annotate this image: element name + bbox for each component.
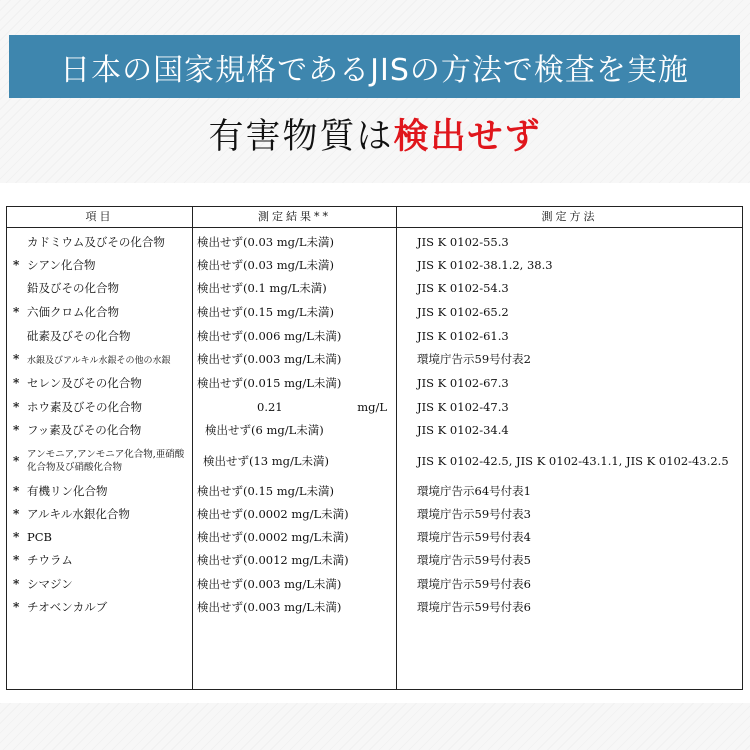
row-method: 環境庁告示59号付表4 <box>417 530 531 544</box>
row-method: JIS K 0102-42.5, JIS K 0102-43.1.1, JIS K 0102-43.2.5 <box>417 453 729 468</box>
row-mark: * <box>13 400 20 414</box>
table-row <box>7 301 742 323</box>
row-method: JIS K 0102-38.1.2, 38.3 <box>417 258 553 272</box>
row-result: 検出せず(6 mg/L未満) <box>205 423 324 437</box>
row-item: チウラム <box>27 553 73 567</box>
banner-title: 日本の国家規格であるJISの方法で検査を実施 <box>60 52 689 88</box>
row-item: 鉛及びその化合物 <box>27 281 119 295</box>
row-mark: * <box>13 553 20 567</box>
row-item: 有機リン化合物 <box>27 484 108 498</box>
row-result-value: 0.21 <box>257 400 283 414</box>
row-method: JIS K 0102-34.4 <box>417 423 509 437</box>
row-mark <box>13 277 23 299</box>
subtitle-prefix: 有害物質は <box>208 117 394 157</box>
table-row <box>7 277 742 299</box>
header-divider <box>7 227 742 228</box>
table-row <box>7 549 742 571</box>
row-mark: * <box>13 258 20 272</box>
row-result: 検出せず(0.15 mg/L未満) <box>197 484 335 498</box>
table-row <box>7 254 742 276</box>
row-mark: * <box>13 423 20 437</box>
row-result: 検出せず(13 mg/L未満) <box>203 454 330 468</box>
row-item: 六価クロム化合物 <box>27 305 119 319</box>
table-row <box>7 442 742 480</box>
table-row <box>7 325 742 347</box>
row-item: シマジン <box>27 577 73 591</box>
row-method: JIS K 0102-55.3 <box>417 235 509 249</box>
table-row <box>7 526 742 548</box>
row-item: フッ素及びその化合物 <box>27 423 142 437</box>
row-mark <box>13 325 23 347</box>
table-row <box>7 503 742 525</box>
table-row <box>7 419 742 441</box>
row-result <box>197 396 395 418</box>
table-row <box>7 396 742 418</box>
row-item: PCB <box>27 530 52 544</box>
row-mark: * <box>13 376 20 390</box>
row-item: アルキル水銀化合物 <box>27 507 130 521</box>
row-item: チオベンカルブ <box>27 600 108 614</box>
row-result: 検出せず(0.003 mg/L未満) <box>197 577 342 591</box>
row-method: 環境庁告示59号付表6 <box>417 600 531 614</box>
row-mark: * <box>13 577 20 591</box>
subtitle-highlight: 検出せず <box>393 117 542 157</box>
table-row <box>7 372 742 394</box>
row-item: シアン化合物 <box>27 258 96 272</box>
row-result: 検出せず(0.003 mg/L未満) <box>197 352 342 366</box>
row-method: 環境庁告示64号付表1 <box>417 484 531 498</box>
row-result: 検出せず(0.003 mg/L未満) <box>197 600 342 614</box>
row-method: JIS K 0102-61.3 <box>417 329 509 343</box>
table-row <box>7 348 742 370</box>
row-method: JIS K 0102-47.3 <box>417 400 509 414</box>
test-results-table <box>6 206 743 690</box>
row-result-unit: mg/L <box>357 400 387 414</box>
row-method: JIS K 0102-65.2 <box>417 305 509 319</box>
row-item: 水銀及びアルキル水銀その他の水銀 <box>27 355 171 366</box>
row-result: 検出せず(0.03 mg/L未満) <box>197 235 335 249</box>
row-result: 検出せず(0.0002 mg/L未満) <box>197 530 349 544</box>
row-result: 検出せず(0.03 mg/L未満) <box>197 258 335 272</box>
row-mark: * <box>13 507 20 521</box>
row-mark: * <box>13 600 20 614</box>
row-item: カドミウム及びその化合物 <box>27 235 165 249</box>
row-item: アンモニア,アンモニア化合物,亜硝酸化合物及び硝酸化合物 <box>27 449 185 473</box>
row-result: 検出せず(0.15 mg/L未満) <box>197 305 335 319</box>
row-method: 環境庁告示59号付表2 <box>417 352 531 366</box>
row-item: 砒素及びその化合物 <box>27 329 131 343</box>
row-mark: * <box>13 454 20 468</box>
row-result: 検出せず(0.015 mg/L未満) <box>197 376 342 390</box>
row-mark: * <box>13 484 20 498</box>
row-method: 環境庁告示59号付表3 <box>417 507 531 521</box>
row-mark: * <box>13 305 20 319</box>
row-method: 環境庁告示59号付表6 <box>417 577 531 591</box>
table-row <box>7 231 742 253</box>
header-method: 測定方法 <box>541 210 598 223</box>
row-result: 検出せず(0.006 mg/L未満) <box>197 329 342 343</box>
row-method: JIS K 0102-67.3 <box>417 376 509 390</box>
row-result: 検出せず(0.1 mg/L未満) <box>197 281 327 295</box>
header-item: 項目 <box>85 210 114 223</box>
row-item: ホウ素及びその化合物 <box>27 400 142 414</box>
row-mark <box>13 231 23 253</box>
table-row <box>7 573 742 595</box>
header-result: 測定結果** <box>258 210 331 223</box>
table-row <box>7 596 742 618</box>
table-row <box>7 480 742 502</box>
row-method: JIS K 0102-54.3 <box>417 281 509 295</box>
row-item: セレン及びその化合物 <box>27 376 142 390</box>
row-mark: * <box>13 530 20 544</box>
row-mark: * <box>13 352 20 366</box>
row-result: 検出せず(0.0002 mg/L未満) <box>197 507 349 521</box>
subtitle <box>0 112 750 162</box>
banner <box>9 35 740 98</box>
row-result: 検出せず(0.0012 mg/L未満) <box>197 553 349 567</box>
row-method: 環境庁告示59号付表5 <box>417 553 531 567</box>
